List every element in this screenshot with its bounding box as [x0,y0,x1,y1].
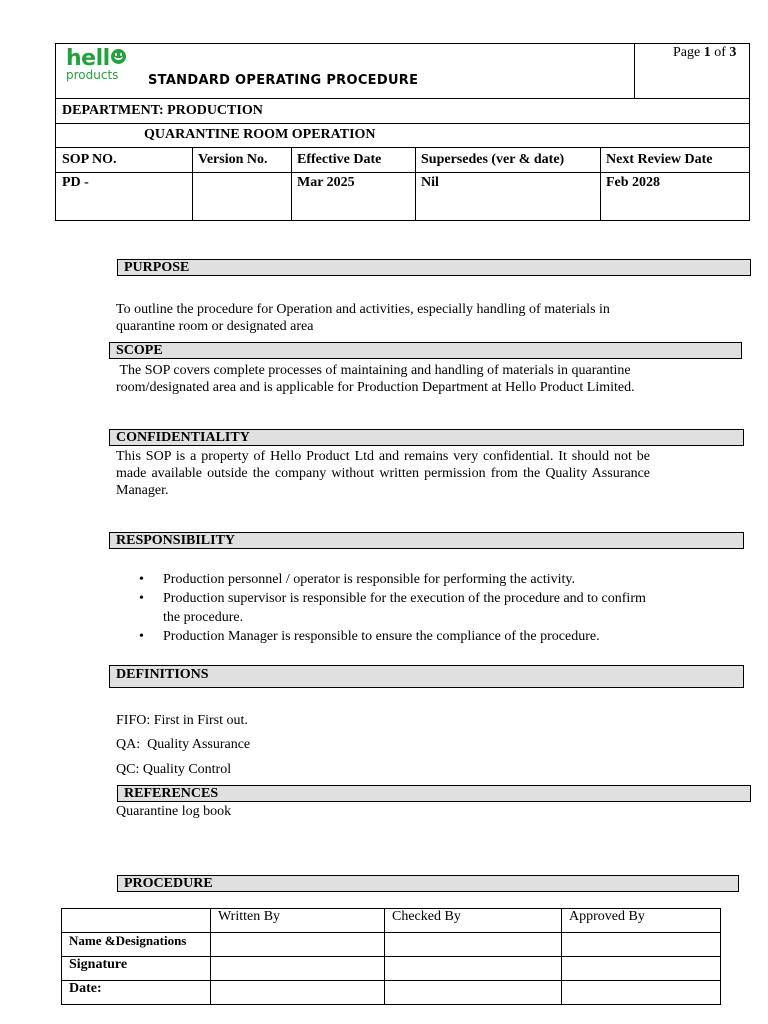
checked-by-date-cell[interactable] [385,981,562,1005]
page-of: of [710,45,730,60]
company-logo [66,48,126,81]
references-text: Quarantine log book [116,804,232,819]
value-effective-date: Mar 2025 [297,175,355,190]
logo-subtext: products [66,68,119,82]
table-row [62,981,721,1005]
list-item: • Production supervisor is responsible for the execution of the procedure and to confirm the procedure. [137,589,657,627]
sop-title: QUARANTINE ROOM OPERATION [144,127,376,142]
table-row [62,909,721,933]
responsibility-list [137,570,657,646]
list-item: • Production Manager is responsible to ensure the compliance of the procedure. [137,627,657,646]
responsibility-heading: RESPONSIBILITY [109,532,744,549]
table-row [62,933,721,957]
col-written-by: Written By [211,909,385,933]
smiley-icon [111,49,126,64]
definition-qa: QA: Quality Assurance [116,737,251,752]
col-version: Version No. [198,152,268,167]
page-number [673,45,736,61]
purpose-heading: PURPOSE [117,259,751,276]
confidentiality-heading: CONFIDENTIALITY [109,429,744,446]
scope-text: The SOP covers complete processes of maintaining and handling of materials in quarantine room/designated area and is applicable for Production Department at Hello Product Limited. [116,363,635,395]
col-checked-by: Checked By [385,909,562,933]
page-total: 3 [729,45,737,60]
checked-by-signature-cell[interactable] [385,957,562,981]
sop-meta-value-row [56,173,749,220]
value-next-review: Feb 2028 [606,175,661,190]
value-supersedes: Nil [421,175,439,190]
written-by-signature-cell[interactable] [211,957,385,981]
col-sop-no: SOP NO. [62,152,117,167]
col-supersedes: Supersedes (ver & date) [421,152,565,167]
value-version [192,173,291,220]
row-name-designations: Name &Designations [62,933,211,957]
approved-by-name-cell[interactable] [562,933,721,957]
definition-qc: QC: Quality Control [116,762,232,777]
scope-heading: SCOPE [109,342,742,359]
purpose-text: To outline the procedure for Operation and activities, especially handling of materials in quarantine room or designated area [116,302,610,334]
logo-wordmark: hell [66,46,110,71]
row-signature: Signature [62,957,211,981]
col-next-review: Next Review Date [606,152,713,167]
approved-by-signature-cell[interactable] [562,957,721,981]
approved-by-date-cell[interactable] [562,981,721,1005]
col-effective-date: Effective Date [297,152,382,167]
checked-by-name-cell[interactable] [385,933,562,957]
written-by-date-cell[interactable] [211,981,385,1005]
list-item: • Production personnel / operator is responsible for performing the activity. [137,570,657,589]
definition-fifo: FIFO: First in First out. [116,713,248,728]
document-type: STANDARD OPERATING PROCEDURE [148,73,419,88]
value-sop-no: PD - [62,175,89,190]
sop-header-table [55,43,750,221]
department-label: DEPARTMENT: PRODUCTION [62,103,263,118]
written-by-name-cell[interactable] [211,933,385,957]
department-row [56,99,749,124]
references-heading: REFERENCES [117,785,751,802]
header-title-row [56,44,749,99]
row-date: Date: [62,981,211,1005]
definitions-heading: DEFINITIONS [109,665,744,688]
procedure-heading: PROCEDURE [117,875,739,892]
sop-title-row [56,124,749,148]
col-approved-by: Approved By [562,909,721,933]
page-current: 1 [703,45,711,60]
table-row [62,957,721,981]
sop-meta-header-row [56,148,749,173]
signoff-table [61,908,721,1005]
signoff-corner-cell [62,909,211,933]
confidentiality-text: This SOP is a property of Hello Product Ltd and remains very confidential. It should not be made available outside the company without written permission from the Quality Assurance Manager. [116,449,650,498]
page-prefix: Page [673,45,704,60]
